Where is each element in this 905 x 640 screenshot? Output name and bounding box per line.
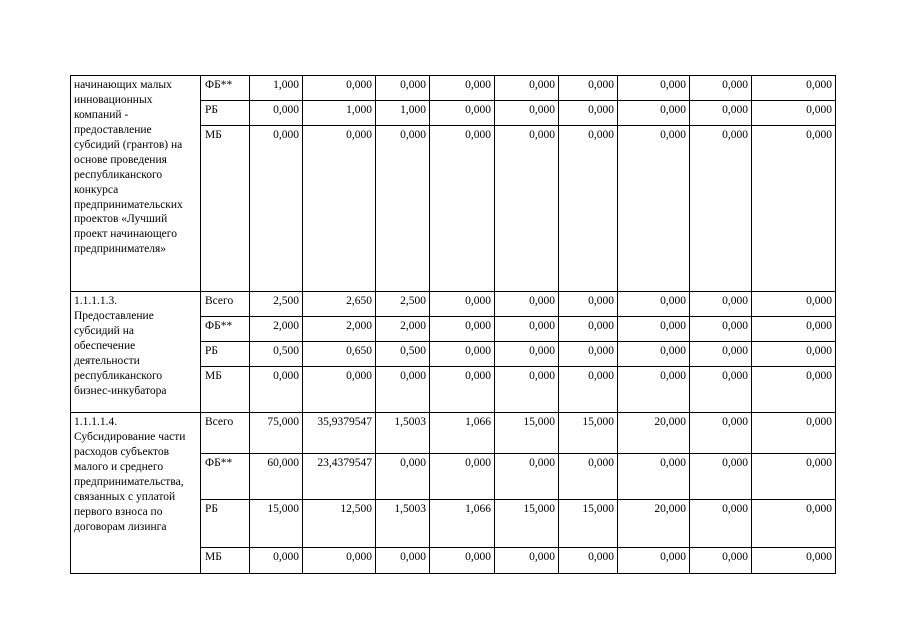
value-cell: 0,000 — [690, 548, 752, 574]
value-cell: 0,000 — [250, 367, 303, 413]
value-cell: 0,000 — [690, 454, 752, 500]
value-cell: 0,000 — [303, 126, 376, 292]
funding-source-cell: ФБ** — [201, 317, 250, 342]
value-cell: 20,000 — [618, 500, 690, 548]
value-cell: 60,000 — [250, 454, 303, 500]
funding-source-cell: Всего — [201, 292, 250, 317]
value-cell: 0,000 — [495, 454, 559, 500]
value-cell: 0,000 — [430, 292, 495, 317]
value-cell: 0,000 — [690, 76, 752, 101]
value-cell: 0,000 — [250, 548, 303, 574]
value-cell: 15,000 — [495, 413, 559, 454]
value-cell: 0,000 — [559, 367, 618, 413]
value-cell: 0,000 — [430, 342, 495, 367]
value-cell: 0,000 — [376, 367, 430, 413]
value-cell: 0,000 — [752, 500, 836, 548]
value-cell: 0,000 — [752, 292, 836, 317]
value-cell: 0,000 — [430, 101, 495, 126]
table-row — [71, 76, 836, 101]
value-cell: 1,000 — [376, 101, 430, 126]
funding-source-cell: РБ — [201, 101, 250, 126]
value-cell: 0,000 — [495, 76, 559, 101]
value-cell: 0,000 — [690, 317, 752, 342]
value-cell: 15,000 — [495, 500, 559, 548]
value-cell: 2,650 — [303, 292, 376, 317]
value-cell: 0,000 — [559, 292, 618, 317]
value-cell: 2,500 — [250, 292, 303, 317]
value-cell: 0,000 — [618, 367, 690, 413]
value-cell: 0,000 — [430, 454, 495, 500]
value-cell: 0,000 — [495, 101, 559, 126]
value-cell: 0,000 — [690, 500, 752, 548]
value-cell: 0,000 — [559, 342, 618, 367]
value-cell: 0,000 — [752, 126, 836, 292]
value-cell: 0,000 — [303, 548, 376, 574]
value-cell: 0,000 — [752, 454, 836, 500]
funding-source-cell: ФБ** — [201, 76, 250, 101]
value-cell: 0,000 — [495, 342, 559, 367]
value-cell: 15,000 — [559, 413, 618, 454]
value-cell: 0,000 — [618, 126, 690, 292]
value-cell: 0,000 — [752, 342, 836, 367]
table-body — [71, 76, 836, 574]
value-cell: 0,000 — [495, 548, 559, 574]
value-cell: 0,500 — [376, 342, 430, 367]
value-cell: 0,000 — [559, 548, 618, 574]
funding-source-cell: ФБ** — [201, 454, 250, 500]
value-cell: 0,000 — [250, 126, 303, 292]
value-cell: 1,000 — [303, 101, 376, 126]
value-cell: 0,000 — [690, 126, 752, 292]
funding-source-cell: РБ — [201, 342, 250, 367]
value-cell: 0,000 — [559, 126, 618, 292]
funding-source-cell: МБ — [201, 548, 250, 574]
value-cell: 1,5003 — [376, 413, 430, 454]
value-cell: 23,4379547 — [303, 454, 376, 500]
value-cell: 0,000 — [752, 317, 836, 342]
value-cell: 0,000 — [690, 367, 752, 413]
value-cell: 0,000 — [690, 292, 752, 317]
value-cell: 0,000 — [495, 126, 559, 292]
value-cell: 0,000 — [430, 76, 495, 101]
value-cell: 20,000 — [618, 413, 690, 454]
value-cell: 0,000 — [430, 367, 495, 413]
value-cell: 15,000 — [250, 500, 303, 548]
value-cell: 2,000 — [376, 317, 430, 342]
value-cell: 1,000 — [250, 76, 303, 101]
table-row — [71, 413, 836, 454]
value-cell: 0,000 — [430, 548, 495, 574]
measure-name-cell: начинающих малых инновационных компаний - предоставление субсидий (грантов) на основе проведения республиканского конкурса предпринимательских проектов «Лучший проект начинающего предпринимателя» — [71, 76, 201, 292]
funding-source-cell: Всего — [201, 413, 250, 454]
funding-source-cell: МБ — [201, 367, 250, 413]
value-cell: 1,5003 — [376, 500, 430, 548]
value-cell: 1,066 — [430, 413, 495, 454]
value-cell: 0,000 — [618, 101, 690, 126]
value-cell: 0,000 — [250, 101, 303, 126]
value-cell: 0,000 — [376, 76, 430, 101]
table-row — [71, 292, 836, 317]
value-cell: 0,000 — [690, 101, 752, 126]
value-cell: 0,000 — [690, 413, 752, 454]
value-cell: 0,000 — [495, 317, 559, 342]
value-cell: 2,000 — [250, 317, 303, 342]
value-cell: 0,000 — [752, 367, 836, 413]
value-cell: 0,000 — [752, 101, 836, 126]
value-cell: 0,000 — [752, 76, 836, 101]
value-cell: 0,000 — [618, 76, 690, 101]
value-cell: 0,000 — [495, 367, 559, 413]
value-cell: 2,000 — [303, 317, 376, 342]
value-cell: 0,000 — [376, 126, 430, 292]
value-cell: 0,000 — [559, 317, 618, 342]
value-cell: 0,000 — [376, 548, 430, 574]
measure-name-cell: 1.1.1.1.3. Предоставление субсидий на обеспечение деятельности республиканского бизнес-инкубатора — [71, 292, 201, 413]
value-cell: 0,000 — [376, 454, 430, 500]
value-cell: 35,9379547 — [303, 413, 376, 454]
value-cell: 15,000 — [559, 500, 618, 548]
value-cell: 0,650 — [303, 342, 376, 367]
value-cell: 0,000 — [690, 342, 752, 367]
value-cell: 0,000 — [752, 413, 836, 454]
value-cell: 75,000 — [250, 413, 303, 454]
value-cell: 0,000 — [618, 548, 690, 574]
value-cell: 0,000 — [618, 317, 690, 342]
value-cell: 0,500 — [250, 342, 303, 367]
value-cell: 0,000 — [618, 292, 690, 317]
value-cell: 0,000 — [618, 454, 690, 500]
value-cell: 0,000 — [618, 342, 690, 367]
value-cell: 0,000 — [495, 292, 559, 317]
funding-source-cell: МБ — [201, 126, 250, 292]
value-cell: 0,000 — [752, 548, 836, 574]
value-cell: 0,000 — [430, 126, 495, 292]
value-cell: 2,500 — [376, 292, 430, 317]
value-cell: 0,000 — [559, 101, 618, 126]
value-cell: 0,000 — [303, 76, 376, 101]
value-cell: 0,000 — [430, 317, 495, 342]
value-cell: 12,500 — [303, 500, 376, 548]
budget-table — [70, 75, 836, 574]
measure-name-cell: 1.1.1.1.4. Субсидирование части расходов субъектов малого и среднего предпринимательства, связанных с уплатой первого взноса по договорам лизинга — [71, 413, 201, 574]
value-cell: 0,000 — [559, 76, 618, 101]
value-cell: 0,000 — [303, 367, 376, 413]
value-cell: 0,000 — [559, 454, 618, 500]
funding-source-cell: РБ — [201, 500, 250, 548]
value-cell: 1,066 — [430, 500, 495, 548]
